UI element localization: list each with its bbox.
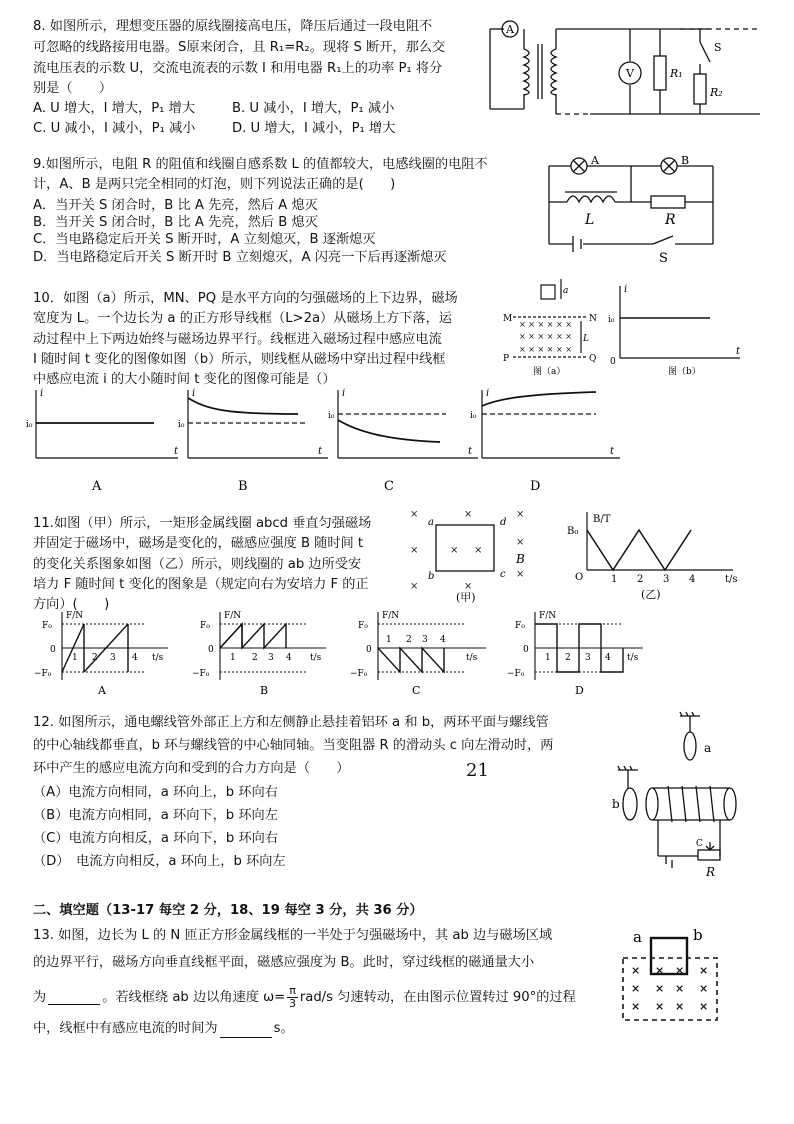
q9-inductor-circuit xyxy=(543,152,723,264)
q12-option-b: （B）电流方向相同，a 环向下，b 环向左 xyxy=(33,808,278,823)
q13-omega-fraction xyxy=(287,985,298,1010)
q11-graph-c-xlabel: t/s xyxy=(466,653,478,663)
q11-graph-c-caption: C xyxy=(412,684,421,697)
q11-cross: × xyxy=(410,509,419,520)
q13-line-3-prefix: 为 xyxy=(33,989,47,1005)
q10-line-4: I 随时间 t 变化的图像如图（b）所示，则线框从磁场中穿出过程中线框 xyxy=(33,352,446,367)
q9-line-2: 计，A、B 是两只完全相同的灯泡，则下列说法正确的是( ) xyxy=(33,177,396,192)
q11-graph-b-xlabel: t/s xyxy=(310,653,322,663)
q11-line-3: 的变化关系图象如图（乙）所示，则线圈的 ab 边所受安 xyxy=(33,557,362,572)
q8-voltmeter-label: V xyxy=(626,67,634,80)
q8-r1-label: R₁ xyxy=(670,67,683,80)
q12-option-d: （D） 电流方向相反，a 环向上，b 环向左 xyxy=(33,854,286,869)
q10-q-label: Q xyxy=(589,354,597,364)
q11-graph-b-tick: 2 xyxy=(252,653,258,663)
q11-graph-a-ylabel: F/N xyxy=(66,611,84,621)
q11-fig-yi-tick: 2 xyxy=(637,574,644,585)
q12-solenoid-figure xyxy=(610,708,760,880)
q11-fig-yi-tick: 4 xyxy=(689,574,696,585)
q11-cross: × xyxy=(516,537,525,548)
q13-line-3-suffix: rad/s 匀速转动，在由图示位置转过 90°的过程 xyxy=(299,989,576,1005)
q10-line-3: 动过程中上下两边始终与磁场边界平行。线框进入磁场过程中感应电流 xyxy=(33,332,442,347)
q10-line-1: 10．如图（a）所示，MN、PQ 是水平方向的匀强磁场的上下边界，磁场 xyxy=(33,291,458,306)
q11-fig-yi-b0: B₀ xyxy=(567,526,579,537)
q9-option-d: D．当电路稳定后开关 S 断开时 B 立刻熄灭，A 闪亮一下后再逐渐熄灭 xyxy=(33,250,447,265)
q11-cross: × xyxy=(464,581,473,592)
q8-line-1: 8. 如图所示，理想变压器的原线圈接高电压，降压后通过一段电阻不 xyxy=(33,19,433,34)
q10-figure-a xyxy=(497,275,597,377)
q10-graph-b-caption: B xyxy=(238,479,248,494)
q11-graph-c-zero: 0 xyxy=(366,645,372,655)
q13-cross: × xyxy=(699,982,709,995)
q13-cross: × xyxy=(675,1000,685,1013)
q11-graph-a-tick: 3 xyxy=(110,653,116,663)
q11-graph-b-tick: 3 xyxy=(268,653,274,663)
q10-graph-a-i0-label: i₀ xyxy=(26,420,33,430)
q10-graph-c xyxy=(328,386,478,496)
q11-graph-d-ylabel: F/N xyxy=(539,611,557,621)
q10-fig-b-origin-label: 0 xyxy=(610,357,616,367)
q10-graph-a-caption: A xyxy=(92,479,102,494)
q8-ammeter-label: A xyxy=(506,23,514,36)
q11-graph-b-tick: 4 xyxy=(286,653,292,663)
q11-line-1: 11.如图（甲）所示，一矩形金属线圈 abcd 垂直匀强磁场 xyxy=(33,516,372,531)
q11-graph-d-f0: F₀ xyxy=(515,621,525,631)
q13-cross: × xyxy=(631,1000,641,1013)
q12-ring-a-label: a xyxy=(704,741,712,755)
q10-fig-a-caption: 图（a） xyxy=(533,367,566,377)
q11-graph-d-zero: 0 xyxy=(523,645,529,655)
q10-graph-b xyxy=(178,386,328,496)
q11-corner-a: a xyxy=(428,517,434,528)
q13-line-3-mid: 。若线框绕 ab 边以角速度 ω= xyxy=(102,989,286,1005)
q10-graph-b-i-label: i xyxy=(192,388,196,399)
q9-lamp-a-label: A xyxy=(591,154,599,167)
q11-graph-a-tick: 1 xyxy=(72,653,78,663)
q9-line-1: 9.如图所示，电阻 R 的阻值和线圈自感系数 L 的值都较大，电感线圈的电阻不 xyxy=(33,157,488,172)
q12-option-c: （C）电流方向相反，a 环向下，b 环向右 xyxy=(33,831,279,846)
q10-graph-d-caption: D xyxy=(530,479,541,494)
q11-fig-yi-xlabel: t/s xyxy=(725,574,738,585)
q10-graph-c-i0-label: i₀ xyxy=(328,411,335,421)
q11-graph-c-tick: 2 xyxy=(406,635,412,645)
q10-figure-b xyxy=(600,280,750,377)
q10-graph-a-i-label: i xyxy=(40,388,44,399)
q11-graph-c xyxy=(348,608,498,698)
svg-text:× × × × × ×: × × × × × × xyxy=(519,345,572,354)
q11-fig-jia-caption: (甲) xyxy=(456,591,476,604)
q11-graph-b-caption: B xyxy=(260,684,269,697)
q13-cross: × xyxy=(675,964,685,977)
q8-transformer-circuit xyxy=(480,14,770,132)
q13-frame-figure xyxy=(615,922,725,1024)
q10-m-label: M xyxy=(503,314,513,324)
q11-fig-yi-tick: 3 xyxy=(663,574,670,585)
q9-option-b: B．当开关 S 闭合时，B 比 A 先亮，然后 B 熄灭 xyxy=(33,215,318,230)
q11-cross: × xyxy=(464,509,473,520)
q8-line-3: 流电压表的示数 U，交流电流表的示数 I 和用电器 R₁上的功率 P₁ 将分 xyxy=(33,61,443,76)
q11-graph-a-caption: A xyxy=(98,684,106,697)
q11-figure-jia xyxy=(400,505,535,605)
q12-slider-c-label: C xyxy=(696,839,703,849)
q10-line-2: 宽度为 L。一个边长为 a 的正方形导线框（L>2a）从磁场上方下落，运 xyxy=(33,311,452,326)
q11-graph-c-negf0: −F₀ xyxy=(350,669,368,679)
q9-switch-label: S xyxy=(659,251,668,266)
q11-graph-a-xlabel: t/s xyxy=(152,653,164,663)
q11-line-4: 培力 F 随时间 t 变化的图象是（规定向右为安培力 F 的正 xyxy=(33,577,369,592)
q8-line-2: 可忽略的线路接用电器。S原来闭合，且 R₁=R₂。现将 S 断开，那么交 xyxy=(33,40,446,55)
q8-switch-label: S xyxy=(714,41,722,54)
q9-option-a: A．当开关 S 闭合时，B 比 A 先亮，然后 A 熄灭 xyxy=(33,198,318,213)
q13-edge-b-label: b xyxy=(693,926,703,944)
q11-cross: × xyxy=(474,545,483,556)
q11-field-b: B xyxy=(516,552,525,566)
q13-cross: × xyxy=(631,964,641,977)
q11-corner-d: d xyxy=(500,517,507,528)
q13-cross: × xyxy=(699,1000,709,1013)
q11-graph-a-negf0: −F₀ xyxy=(34,669,52,679)
q11-graph-b-f0: F₀ xyxy=(200,621,210,631)
q11-cross: × xyxy=(410,545,419,556)
q11-fig-yi-tick: 1 xyxy=(611,574,618,585)
handwritten-note: 21 xyxy=(466,760,489,781)
q11-line-2: 并固定于磁场中，磁场是变化的，磁感应强度 B 随时间 t xyxy=(33,536,364,551)
q11-fig-yi-caption: (乙) xyxy=(641,588,661,601)
q13-cross: × xyxy=(699,964,709,977)
q11-graph-d-tick: 3 xyxy=(585,653,591,663)
q10-graph-c-i-label: i xyxy=(342,388,346,399)
q11-cross: × xyxy=(450,545,459,556)
q10-graph-b-t-label: t xyxy=(318,446,323,457)
q11-graph-b-ylabel: F/N xyxy=(224,611,242,621)
q11-graph-c-tick: 3 xyxy=(422,635,428,645)
q9-option-c: C．当电路稳定后开关 S 断开时，A 立刻熄灭，B 逐渐熄灭 xyxy=(33,232,376,247)
q9-inductor-label: L xyxy=(585,212,595,228)
q8-option-a: A. U 增大，I 增大，P₁ 增大 xyxy=(33,101,196,116)
q12-line-3: 环中产生的感应电流方向和受到的合力方向是（ ） xyxy=(33,761,350,776)
q12-ring-b-label: b xyxy=(612,797,620,811)
q11-graph-c-ylabel: F/N xyxy=(382,611,400,621)
q11-graph-a-zero: 0 xyxy=(50,645,56,655)
q13-line-2: 的边界平行，磁场方向垂直线框平面，磁感应强度为 B。此时，穿过线框的磁通量大小 xyxy=(33,955,535,970)
q13-line-3 xyxy=(33,985,576,1010)
q11-figure-yi xyxy=(565,508,765,608)
q10-graph-d-i0-label: i₀ xyxy=(470,411,477,421)
q11-graph-c-f0: F₀ xyxy=(358,621,368,631)
q13-blank-flux[interactable] xyxy=(48,990,100,1005)
svg-text:× × × × × ×: × × × × × × xyxy=(519,332,572,341)
q11-graph-d-caption: D xyxy=(575,684,584,697)
svg-text:× × × × × ×: × × × × × × xyxy=(519,320,572,329)
q8-option-d: D. U 增大，I 减小，P₁ 增大 xyxy=(232,121,396,136)
q11-graph-d-tick: 2 xyxy=(565,653,571,663)
q10-graph-a-t-label: t xyxy=(174,446,179,457)
q11-cross: × xyxy=(410,581,419,592)
q11-graph-d-negf0: −F₀ xyxy=(507,669,525,679)
q10-n-label: N xyxy=(589,314,597,324)
q11-graph-a xyxy=(28,608,178,698)
q13-cross: × xyxy=(655,982,665,995)
q13-line-4 xyxy=(33,1020,294,1038)
q13-cross: × xyxy=(655,1000,665,1013)
q10-fig-b-i-label: i xyxy=(624,284,628,295)
q11-graph-d-tick: 1 xyxy=(545,653,551,663)
q8-line-4: 别是（ ） xyxy=(33,81,113,96)
q10-graph-c-caption: C xyxy=(384,479,394,494)
q11-corner-b: b xyxy=(428,571,435,582)
q12-line-2: 的中心轴线都垂直，b 环与螺线管的中心轴同轴。当变阻器 R 的滑动头 c 向左滑动时，两 xyxy=(33,738,554,753)
q13-omega-numerator: π xyxy=(289,984,296,997)
q9-resistor-label: R xyxy=(665,212,676,228)
q10-p-label: P xyxy=(503,354,510,364)
q11-graph-d-xlabel: t/s xyxy=(627,653,639,663)
q13-line-4-prefix: 中，线框中有感应电流的时间为 xyxy=(33,1021,218,1036)
q11-graph-c-tick: 4 xyxy=(440,635,446,645)
q10-graph-c-t-label: t xyxy=(468,446,473,457)
q11-graph-c-tick: 1 xyxy=(386,635,392,645)
q8-r2-label: R₂ xyxy=(710,86,723,99)
q10-fig-b-caption: 图（b） xyxy=(668,367,701,377)
q13-cross: × xyxy=(655,964,665,977)
q12-rheostat-r-label: R xyxy=(706,865,716,879)
q8-option-b: B. U 减小，I 增大，P₁ 减小 xyxy=(232,101,395,116)
q10-fig-b-i0-label: i₀ xyxy=(608,315,615,325)
q11-graph-a-tick: 2 xyxy=(92,653,98,663)
q9-lamp-b-label: B xyxy=(681,154,690,167)
q11-fig-yi-ylabel: B/T xyxy=(593,514,611,525)
q10-graph-b-i0-label: i₀ xyxy=(178,420,185,430)
q11-graph-b xyxy=(190,608,340,698)
q11-graph-b-zero: 0 xyxy=(208,645,214,655)
q13-cross: × xyxy=(675,982,685,995)
q11-fig-yi-origin: O xyxy=(575,572,584,583)
q10-graph-a xyxy=(28,386,178,496)
q13-edge-a-label: a xyxy=(633,928,642,946)
q11-graph-b-tick: 1 xyxy=(230,653,236,663)
q10-graph-d-t-label: t xyxy=(610,446,615,457)
q13-blank-time[interactable] xyxy=(220,1023,272,1038)
q8-option-c: C. U 减小，I 减小，P₁ 减小 xyxy=(33,121,196,136)
section-2-title: 二、填空题（13-17 每空 2 分，18、19 每空 3 分，共 36 分） xyxy=(33,903,423,918)
q10-graph-d-i-label: i xyxy=(486,388,490,399)
q11-line-5: 方向）( ) xyxy=(33,597,110,612)
q10-graph-d xyxy=(470,386,620,496)
q10-line-5: 中感应电流 i 的大小随时间 t 变化的图像可能是（） xyxy=(33,372,336,387)
q13-omega-denominator: 3 xyxy=(289,997,296,1010)
q10-side-a-label: a xyxy=(563,286,569,296)
q11-graph-d-tick: 4 xyxy=(605,653,611,663)
q11-cross: × xyxy=(516,509,525,520)
q11-graph-b-negf0: −F₀ xyxy=(192,669,210,679)
q11-cross: × xyxy=(516,569,525,580)
q13-line-4-suffix: s。 xyxy=(273,1021,294,1036)
q13-line-1: 13. 如图，边长为 L 的 N 匝正方形金属线框的一半处于匀强磁场中，其 ab 边与磁场区域 xyxy=(33,928,553,943)
q12-option-a: （A）电流方向相同，a 环向上，b 环向右 xyxy=(33,785,278,800)
q12-line-1: 12. 如图所示，通电螺线管外部正上方和左侧静止悬挂着铝环 a 和 b，两环平面与螺线管 xyxy=(33,715,549,730)
q11-graph-a-tick: 4 xyxy=(132,653,138,663)
q10-width-l-label: L xyxy=(583,334,589,344)
q10-fig-b-t-label: t xyxy=(736,346,741,357)
q11-graph-d xyxy=(505,608,655,698)
q11-corner-c: c xyxy=(500,569,506,580)
q13-cross: × xyxy=(631,982,641,995)
q11-graph-a-f0: F₀ xyxy=(42,621,52,631)
